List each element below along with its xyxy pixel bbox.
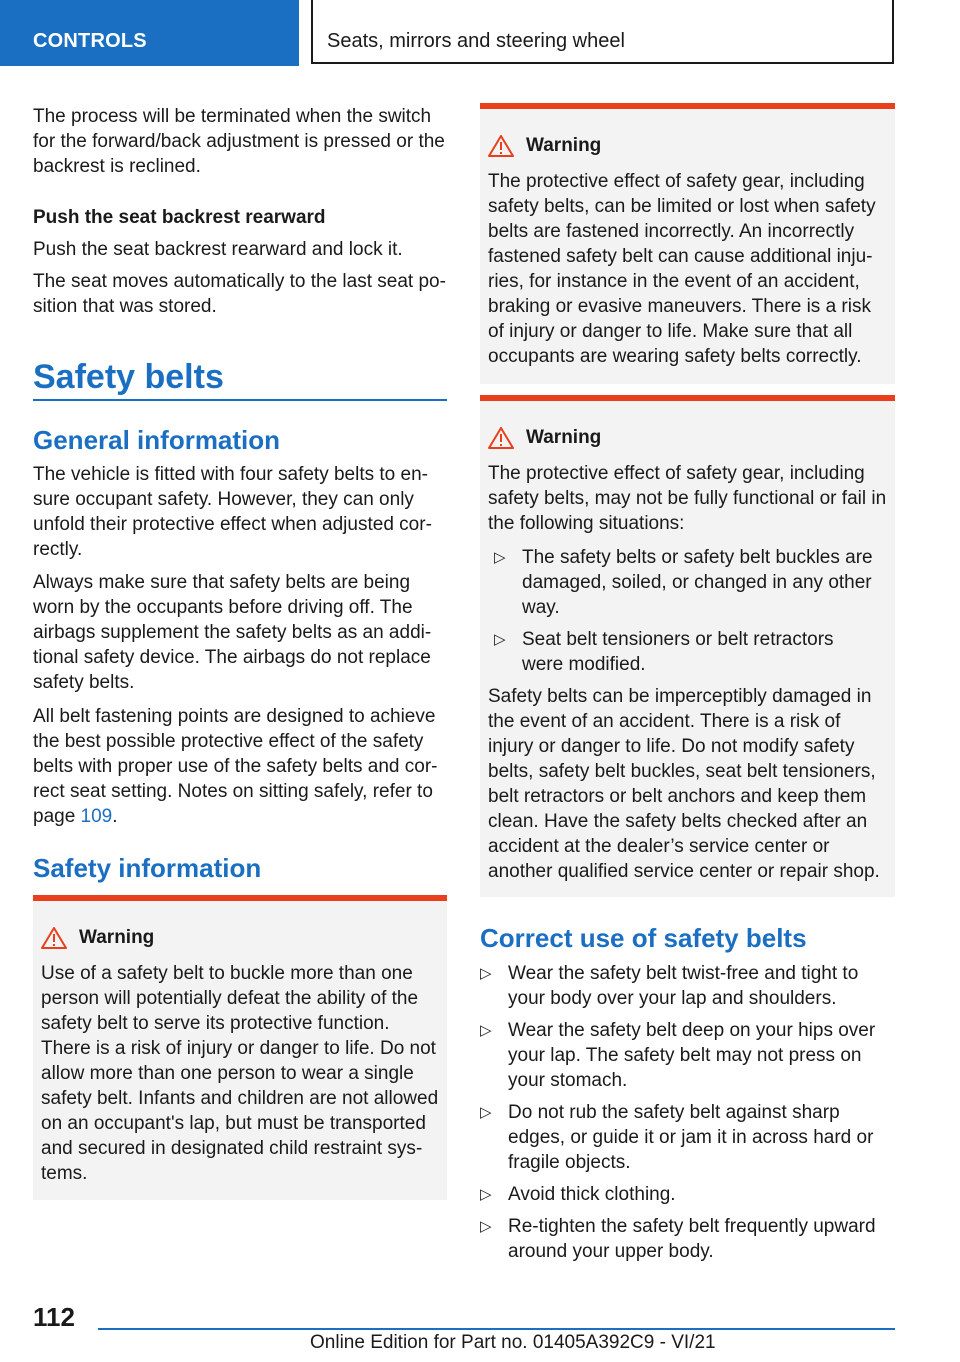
warning-triangle-icon xyxy=(41,927,67,949)
warning-title: Warning xyxy=(526,427,602,448)
warning-title: Warning xyxy=(79,927,155,948)
list-item xyxy=(494,545,885,620)
bullet-marker-icon: ▷ xyxy=(480,1218,492,1235)
list-item-text: Wear the safety belt deep on your hips over your lap. The safety belt may not press on your stomach. xyxy=(508,1020,876,1091)
subsection-heading: General information xyxy=(33,425,281,455)
bullet-marker-icon: ▷ xyxy=(494,631,506,648)
subheading: Push the seat backrest rearward xyxy=(33,207,326,228)
edition-footer: Online Edition for Part no. 01405A392C9 - VI/21 xyxy=(310,1332,716,1353)
paragraph: The process will be terminated when the switch for the forward/back adjustment is pressed or the backrest is reclined. xyxy=(33,106,445,177)
subsection-heading: Correct use of safety belts xyxy=(480,923,807,953)
warning-header xyxy=(488,427,601,449)
section-heading: Safety belts xyxy=(33,358,224,396)
subsection-heading: Safety information xyxy=(33,853,262,883)
list-item-text: Wear the safety belt twist-free and tight to your body over your lap and shoulders. xyxy=(508,963,859,1009)
paragraph: Push the seat backrest rearward and lock it. xyxy=(33,239,403,260)
footer-rule xyxy=(98,1328,895,1330)
warning-text: Use of a safety belt to buckle more than one person will potentially defeat the ability of the safety belt to serve its protective function. There is a risk of injury or danger to life. Do not allow more than one person to wear a single safety belt. Infants and children are not allowed on an occupant's lap, but must be transported and secured in designated child restraint systems. xyxy=(41,963,439,1184)
bullet-marker-icon: ▷ xyxy=(480,1186,492,1203)
heading-rule xyxy=(33,399,447,401)
list-item xyxy=(480,1100,885,1175)
bullet-marker-icon: ▷ xyxy=(494,549,506,566)
list-item xyxy=(494,627,855,677)
page-link[interactable]: 109 xyxy=(80,806,113,827)
chapter-label: Seats, mirrors and steering wheel xyxy=(327,30,625,52)
list-item xyxy=(480,1018,885,1093)
warning-header xyxy=(488,135,601,157)
paragraph: The vehicle is fitted with four safety belts to ensure occupant safety. However, they can only unfold their protective effect when adjusted correctly. xyxy=(33,464,432,560)
warning-box xyxy=(33,895,447,1200)
warning-triangle-icon xyxy=(488,135,514,157)
paragraph: Always make sure that safety belts are being worn by the occupants before driving off. The airbags supplement the safety belts as an additional safety device. The airbags do not replace safety belts. xyxy=(33,572,432,693)
list-item xyxy=(480,1182,885,1207)
warning-header xyxy=(41,927,154,949)
list-item-text: Seat belt tensioners or belt retractors were modified. xyxy=(522,629,834,675)
warning-box xyxy=(480,395,895,897)
page-number: 112 xyxy=(33,1302,75,1332)
paragraph-text: All belt fastening points are designed to achieve the best possible protective effect of the safety belts with proper use of the safety belts and correct seat setting. Notes on sitting safely, refer to page xyxy=(33,706,438,827)
bullet-marker-icon: ▷ xyxy=(480,1104,492,1121)
warning-triangle-icon xyxy=(488,427,514,449)
paragraph: The seat moves automatically to the last seat position that was stored. xyxy=(33,271,446,317)
warning-title: Warning xyxy=(526,135,602,156)
warning-text: Safety belts can be imperceptibly damaged in the event of an accident. There is a risk of injury or danger to life. Do not modify safety belts, safety belt buckles, seat belt tensioners, belt retractors or belt anchors and keep them clean. Have the safety belts checked after an accident at the dealer’s service center or another qualified service center or repair shop. xyxy=(488,686,880,882)
paragraph-text: . xyxy=(112,806,118,827)
list-item-text: The safety belts or safety belt buckles are damaged, soiled, or changed in any other way. xyxy=(522,547,873,618)
section-label: CONTROLS xyxy=(33,30,147,52)
list-item-text: Avoid thick clothing. xyxy=(508,1184,676,1205)
warning-text: The protective effect of safety gear, including safety belts, can be limited or lost when safety belts are fastened incorrectly. An incorrectly fastened safety belt can cause additional injuries, for instance in the event of an accident, braking or evasive maneuvers. There is a risk of injury or danger to life. Make sure that all occupants are wearing safety belts correctly. xyxy=(488,171,876,367)
paragraph xyxy=(33,704,447,829)
list-item xyxy=(480,1214,885,1264)
list-item-text: Do not rub the safety belt against sharp edges, or guide it or jam it in across hard or fragile objects. xyxy=(508,1102,874,1173)
warning-box xyxy=(480,103,895,384)
list-item-text: Re-tighten the safety belt frequently upward around your upper body. xyxy=(508,1216,876,1262)
warning-text: The protective effect of safety gear, including safety belts, may not be fully functional or fail in the following situations: xyxy=(488,463,887,534)
bullet-marker-icon: ▷ xyxy=(480,965,492,982)
chapter-tab xyxy=(311,0,894,64)
bullet-marker-icon: ▷ xyxy=(480,1022,492,1039)
section-tab xyxy=(0,0,299,66)
list-item xyxy=(480,961,885,1011)
